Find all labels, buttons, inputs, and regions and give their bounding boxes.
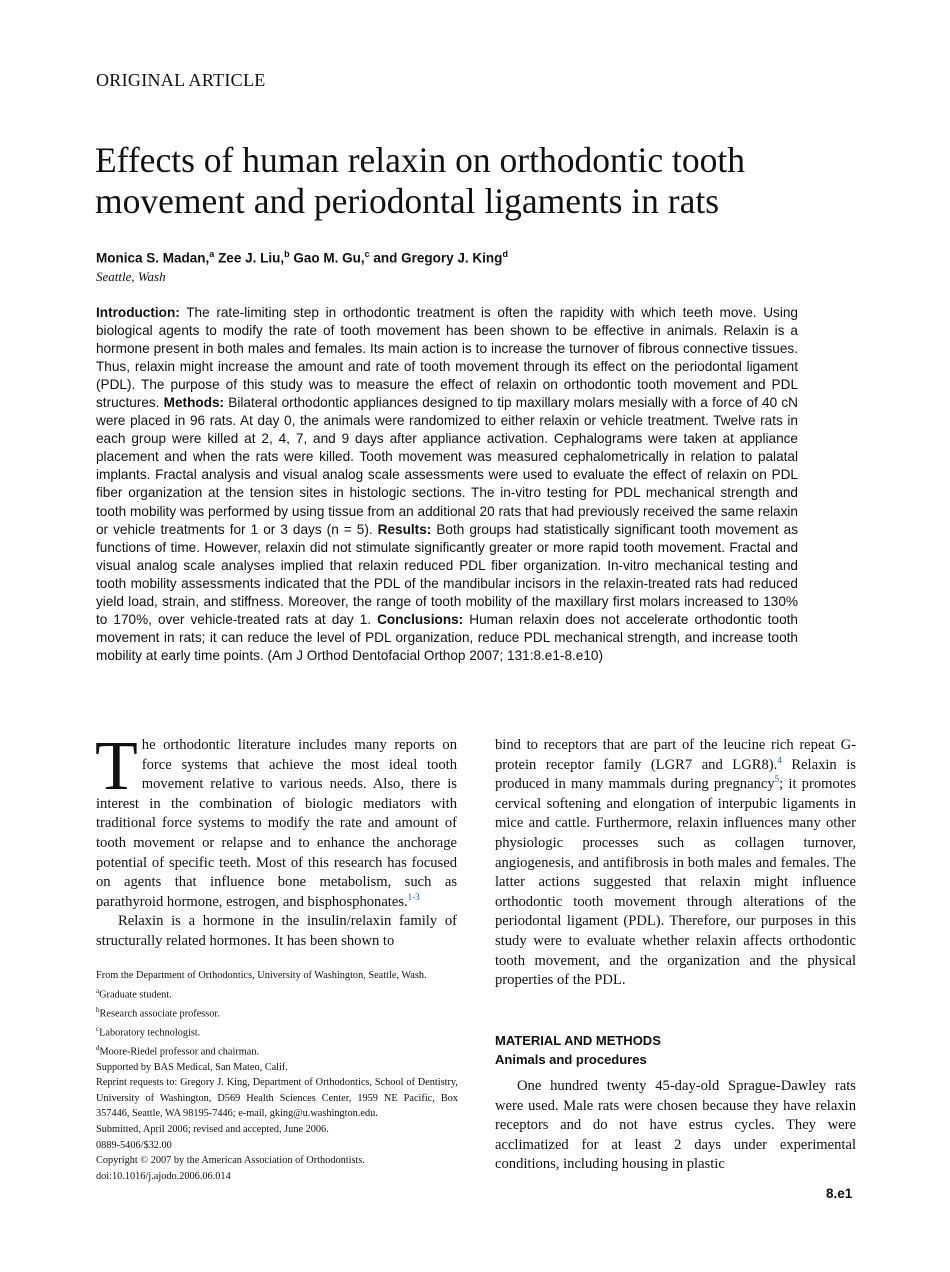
footnote-dates: Submitted, April 2006; revised and accepted, June 2006.: [96, 1124, 329, 1136]
article-title: Effects of human relaxin on orthodontic tooth movement and periodontal ligaments in rats: [95, 140, 746, 221]
author-mark: a: [209, 249, 215, 259]
footnote-c: [96, 1022, 458, 1041]
footnotes: [96, 968, 458, 1184]
footnote-affiliation: From the Department of Orthodontics, University of Washington, Seattle, Wash.: [96, 970, 427, 981]
abstract-conclusions: Human relaxin does not accelerate orthodontic tooth movement in rats; it can reduce the level of PDL organization, reduce PDL mechanical strength, and increase tooth mobility at early time points. (Am J Orthod Dentofacial Orthop 2007; 131:8.e1-8.e10): [96, 611, 798, 663]
intro-paragraph-2: Relaxin is a hormone in the insulin/relaxin family of structurally related hormones. It has been shown to: [96, 913, 457, 949]
abstract-methods: Bilateral orthodontic appliances designed to tip maxillary molars mesially with a force of 40 cN were placed in 96 rats. At day 0, the animals were randomized to either relaxin or vehicle treatment. Twelve rats in each group were killed at 2, 4, 7, and 9 days after appliance activation. Cephalograms were taken at appliance placement and when the rats were killed. Tooth movement was measured cephalometrically in relation to palatal implants. Fractal analysis and visual analog scale assessments were used to evaluate the effect of relaxin on PDL fiber organization at the tension sites in histologic sections. The in-vitro testing for PDL mechanical strength and tooth mobility was performed by using tissue from an additional 20 rats that had previously received the same relaxin or vehicle treatments for 1 or 3 days (n = 5).: [96, 395, 798, 537]
citation-link[interactable]: 1-3: [407, 891, 420, 902]
footnote-doi[interactable]: doi:10.1016/j.ajodo.2006.06.014: [96, 1170, 231, 1182]
footnote-copyright: Copyright © 2007 by the American Association of Orthodontists.: [96, 1155, 365, 1167]
intro-paragraph-3-text-b: Relaxin is produced in many mammals during pregnancy: [495, 756, 856, 793]
footnote-mark: d: [96, 1043, 100, 1052]
author-name: Zee J. Liu,: [218, 250, 285, 266]
citation-link[interactable]: 5: [774, 774, 780, 785]
footnote-text: Graduate student.: [99, 989, 172, 1001]
citation-link[interactable]: 4: [777, 754, 782, 765]
footnote-reprint: Reprint requests to: Gregory J. King, Department of Orthodontics, School of Dentistry, University of Washington, D569 Health Sciences Center, 1959 NE Pacific, Box 357446, Seattle, WA 98195-7446; e-mail, gking@u.washington.edu.: [96, 1077, 458, 1120]
footnote-mark: c: [96, 1024, 100, 1033]
intro-paragraph-3-text-c: ; it promotes cervical softening and elongation of interpubic ligaments in mice and cattle. Furthermore, relaxin influences many other physiologic processes such as collagen turnover, angiogenesis, and antifibrosis in both males and females. The latter actions suggested that relaxin might influence orthodontic tooth movement through alterations of the periodontal ligament (PDL). Therefore, our purposes in this study were to evaluate whether relaxin affects orthodontic tooth movement, and the organization and the physical properties of the PDL.: [495, 776, 856, 989]
methods-paragraph-1: One hundred twenty 45-day-old Sprague-Dawley rats were used. Male rats were chosen because they have relaxin receptors and do not have estrus cycles. They were acclimatized for at least 2 days under experimental conditions, including housing in plastic: [495, 1078, 856, 1173]
footnote-text: Moore-Riedel professor and chairman.: [99, 1046, 260, 1058]
author-location: Seattle, Wash: [96, 269, 166, 284]
author-name: Monica S. Madan,: [96, 250, 210, 266]
intro-paragraph-1: [95, 728, 457, 912]
author-list: [96, 249, 508, 266]
body-left-column: [95, 728, 457, 952]
abstract-intro-label: Introduction:: [96, 305, 180, 320]
section-label: ORIGINAL ARTICLE: [96, 70, 266, 90]
footnote-b: [96, 1003, 458, 1022]
footnote-text: Research associate professor.: [99, 1008, 220, 1020]
methods-column: [495, 1077, 856, 1175]
footnote-mark: a: [96, 986, 100, 995]
abstract-results-label: Results:: [377, 521, 432, 537]
footnote-issn: 0889-5406/$32.00: [96, 1139, 172, 1151]
author-mark: c: [364, 249, 370, 259]
subsection-heading: Animals and procedures: [495, 1052, 647, 1067]
footnote-text: Laboratory technologist.: [99, 1027, 201, 1039]
page-number: 8.e1: [826, 1186, 853, 1201]
abstract-conclusions-label: Conclusions:: [377, 611, 464, 627]
section-heading: MATERIAL AND METHODS: [495, 1033, 661, 1048]
footnote-a: [96, 984, 458, 1003]
drop-cap: T: [95, 728, 138, 805]
abstract-methods-label: Methods:: [163, 395, 225, 411]
abstract-results: Both groups had statistically significant tooth movement as functions of time. However, relaxin did not stimulate significantly greater or more rapid tooth movement. Fractal and visual analog scale analyses implied that relaxin reduced PDL fiber organization. In-vitro mechanical testing and tooth mobility assessments indicated that the PDL of the mandibular incisors in the relaxin-treated rats had reduced yield load, strain, and stiffness. Moreover, the range of tooth mobility of the maxillary first molars increased to 130% to 170%, over vehicle-treated rats at day 1.: [96, 521, 798, 627]
footnote-d: [96, 1041, 458, 1060]
intro-paragraph-1-text: he orthodontic literature includes many reports on force systems that achieve the most ideal tooth movement relative to various needs. Also, there is interest in the combination of biologic mediators with traditional force systems to modify the rate and amount of tooth movement or relapse and to enhance the anchorage potential of specific teeth. Most of this research has focused on agents that influence bone metabolism, such as parathyroid hormone, estrogen, and bisphosphonates.: [96, 737, 457, 910]
intro-paragraph-3-text-a: bind to receptors that are part of the leucine rich repeat G-protein receptor family (LGR7 and LGR8).: [495, 737, 856, 773]
footnote-support: Supported by BAS Medical, San Mateo, Calif.: [96, 1061, 288, 1073]
author-name: Gao M. Gu,: [293, 250, 365, 266]
abstract: [96, 304, 798, 665]
footnote-mark: b: [96, 1005, 100, 1014]
abstract-intro: The rate-limiting step in orthodontic treatment is often the rapidity with which teeth move. Using biological agents to modify the rate of tooth movement has been shown to be effective in animals. Relaxin is a hormone present in both males and females. Its main action is to increase the turnover of fibrous connective tissues. Thus, relaxin might increase the amount and rate of tooth movement through its effect on the periodontal ligament (PDL). The purpose of this study was to measure the effect of relaxin on orthodontic tooth movement and PDL structures.: [96, 305, 798, 411]
author-mark: b: [284, 249, 290, 259]
author-name: and Gregory J. King: [373, 250, 503, 266]
author-mark: d: [502, 249, 508, 259]
body-right-column: [495, 736, 856, 991]
intro-paragraph-3: [495, 736, 856, 991]
